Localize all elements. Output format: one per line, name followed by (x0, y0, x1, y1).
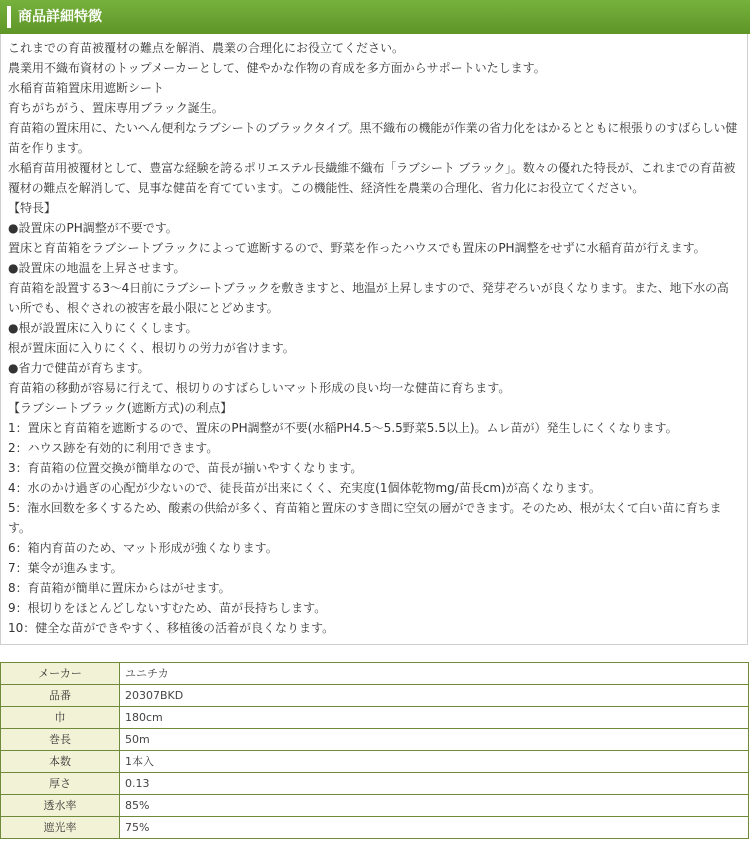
spec-value: 50m (120, 729, 749, 751)
header-accent-bar (7, 6, 11, 28)
spec-row (1, 795, 749, 817)
description-line: 8：育苗箱が簡単に置床からはがせます。 (8, 581, 231, 595)
description-line: 育ちがちがう、置床専用ブラック誕生。 (8, 101, 224, 115)
description-line: 5：潅水回数を多くするため、酸素の供給が多く、育苗箱と置床のすき間に空気の層ができます。そのため、根が太くて白い苗に育ちます。 (8, 501, 722, 535)
spec-label: 遮光率 (1, 817, 120, 839)
spec-label: 本数 (1, 751, 120, 773)
description-line: これまでの育苗被覆材の難点を解消、農業の合理化にお役立てください。 (8, 41, 405, 55)
spec-value: 20307BKD (120, 685, 749, 707)
description-line: 水稲育苗用被覆材として、豊富な経験を誇るポリエステル長繊維不織布「ラブシート ブラック」。数々の優れた特長が、これまでの育苗被覆材の難点を解消して、見事な健苗を育てています。この機能性、経済性を農業の合理化、省力化にお役立てください。 (8, 161, 736, 195)
spec-row (1, 773, 749, 795)
spec-label: 厚さ (1, 773, 120, 795)
description-line: ●設置床の地温を上昇させます。 (8, 261, 186, 275)
section-title: 商品詳細特徴 (18, 9, 102, 25)
spec-row (1, 729, 749, 751)
spec-value: 85% (120, 795, 749, 817)
description-line: 9：根切りをほとんどしないすむため、苗が長持ちします。 (8, 601, 327, 615)
description-line: ●設置床のPH調整が不要です。 (8, 221, 178, 235)
spec-value: 0.13 (120, 773, 749, 795)
spec-value: 75% (120, 817, 749, 839)
description-line: 根が置床面に入りにくく、根切りの労力が省けます。 (8, 341, 295, 355)
spec-row (1, 663, 749, 685)
spec-table (0, 662, 749, 839)
spec-label: メーカー (1, 663, 120, 685)
description-line: 水稲育苗箱置床用遮断シート (8, 81, 165, 95)
description-line: 【ラブシートブラック(遮断方式)の利点】 (8, 401, 233, 415)
description-line: ●根が設置床に入りにくくします。 (8, 321, 198, 335)
description-line: 【特長】 (8, 201, 57, 215)
description-line: 6：箱内育苗のため、マット形成が強くなります。 (8, 541, 278, 555)
spec-row (1, 751, 749, 773)
description-line: 1：置床と育苗箱を遮断するので、置床のPH調整が不要(水稲PH4.5～5.5野菜5.5以上)。ムレ苗が）発生しにくくなります。 (8, 421, 678, 435)
spec-label: 透水率 (1, 795, 120, 817)
spec-label: 巻長 (1, 729, 120, 751)
spec-label: 巾 (1, 707, 120, 729)
description-line: ●省力で健苗が育ちます。 (8, 361, 150, 375)
spec-row (1, 707, 749, 729)
description-line: 7：葉令が進みます。 (8, 561, 123, 575)
spec-value: 1本入 (120, 751, 749, 773)
spec-value: ユニチカ (120, 663, 749, 685)
description-line: 2：ハウス跡を有効的に利用できます。 (8, 441, 219, 455)
description-line: 農業用不織布資材のトップメーカーとして、健やかな作物の育成を多方面からサポートいたします。 (8, 61, 546, 75)
spec-row (1, 817, 749, 839)
section-header (0, 0, 750, 34)
description-line: 育苗箱の置床用に、たいへん便利なラブシートのブラックタイプ。黒不織布の機能が作業の省力化をはかるとともに根張りのすばらしい健苗を作ります。 (8, 121, 738, 155)
description-box (0, 34, 748, 645)
description-line: 置床と育苗箱をラブシートブラックによって遮断するので、野菜を作ったハウスでも置床のPH調整をせずに水稲育苗が行えます。 (8, 241, 706, 255)
spec-row (1, 685, 749, 707)
spec-value: 180cm (120, 707, 749, 729)
description-line: 育苗箱の移動が容易に行えて、根切りのすばらしいマット形成の良い均一な健苗に育ちます。 (8, 381, 511, 395)
spec-label: 品番 (1, 685, 120, 707)
description-line: 4：水のかけ過ぎの心配が少ないので、徒長苗が出来にくく、充実度(1個体乾物mg/苗長cm)が高くなります。 (8, 481, 601, 495)
description-line: 育苗箱を設置する3～4日前にラブシートブラックを敷きますと、地温が上昇しますので、発芽ぞろいが良くなります。また、地下水の高い所でも、根ぐされの被害を最小限にとどめます。 (8, 281, 729, 315)
description-line: 3：育苗箱の位置交換が簡単なので、苗長が揃いやすくなります。 (8, 461, 363, 475)
description-line: 10：健全な苗ができやすく、移植後の活着が良くなります。 (8, 621, 335, 635)
